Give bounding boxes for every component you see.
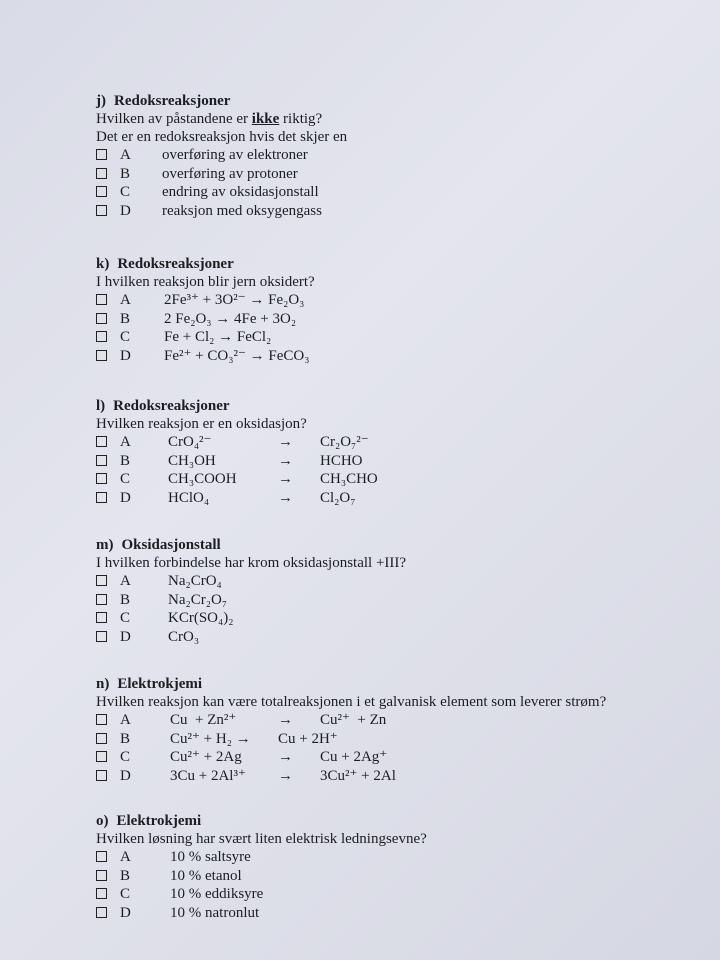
question-title: n) Elektrokjemi (96, 676, 203, 692)
checkbox[interactable] (96, 294, 107, 305)
checkbox[interactable] (96, 594, 107, 605)
arrow: → (278, 452, 293, 469)
arrow: → (278, 767, 293, 784)
arrow: → (278, 749, 293, 765)
checkbox[interactable] (96, 492, 107, 503)
option-a[interactable]: A 2Fe³⁺ + 3O²⁻ → Fe₂O₃ (96, 291, 315, 310)
option-d[interactable]: D 10 % natronlut (96, 904, 427, 923)
checkbox[interactable] (96, 149, 107, 160)
checkbox[interactable] (96, 770, 107, 781)
option-d[interactable]: D HClO₄ → Cl₂O₇ (96, 489, 307, 508)
emphasis-ikke: ikke (251, 111, 280, 127)
checkbox[interactable] (96, 575, 107, 586)
option-b[interactable]: B Na₂Cr₂O₇ (96, 591, 406, 610)
question-prompt: Hvilken løsning har svært liten elektrisk ledningsevne? (96, 831, 427, 847)
option-a[interactable]: A Na₂CrO₄ (96, 572, 406, 591)
option-c[interactable]: C Fe + Cl₂ → FeCl₂ (96, 328, 315, 347)
checkbox[interactable] (96, 313, 107, 324)
checkbox[interactable] (96, 888, 107, 899)
question-title: l) Redoksreaksjoner (96, 398, 230, 414)
checkbox[interactable] (96, 612, 107, 623)
question-title: j) Redoksreaksjoner (96, 93, 231, 109)
question-k (96, 255, 315, 365)
question-title: o) Elektrokjemi (96, 813, 202, 829)
question-m (96, 536, 406, 646)
option-d[interactable]: D 3Cu + 2Al³⁺ → 3Cu²⁺ + 2Al (96, 767, 606, 786)
checkbox[interactable] (96, 870, 107, 881)
checkbox[interactable] (96, 436, 107, 447)
option-d[interactable]: D reaksjon med oksygengass (96, 202, 347, 221)
question-prompt: Hvilken reaksjon er en oksidasjon? (96, 416, 307, 432)
checkbox[interactable] (96, 733, 107, 744)
option-c[interactable]: C 10 % eddiksyre (96, 885, 427, 904)
question-prompt: I hvilken reaksjon blir jern oksidert? (96, 274, 315, 290)
option-d[interactable]: D CrO₃ (96, 628, 406, 647)
checkbox[interactable] (96, 473, 107, 484)
checkbox[interactable] (96, 714, 107, 725)
arrow: → (278, 471, 293, 487)
option-a[interactable]: A Cu + Zn²⁺ → Cu²⁺ + Zn (96, 711, 606, 730)
option-b[interactable]: B CH₃OH → HCHO (96, 452, 307, 471)
option-b[interactable]: B overføring av protoner (96, 165, 347, 184)
checkbox[interactable] (96, 631, 107, 642)
checkbox[interactable] (96, 168, 107, 179)
option-b[interactable]: B 10 % etanol (96, 867, 427, 886)
checkbox[interactable] (96, 350, 107, 361)
option-c[interactable]: C CH₃COOH → CH₃CHO (96, 470, 307, 489)
question-o (96, 812, 427, 922)
checkbox[interactable] (96, 331, 107, 342)
checkbox[interactable] (96, 186, 107, 197)
checkbox[interactable] (96, 851, 107, 862)
checkbox[interactable] (96, 455, 107, 466)
question-prompt-2: Det er en redoksreaksjon hvis det skjer en (96, 129, 348, 145)
arrow: → (278, 712, 293, 728)
question-prompt: Hvilken av påstandene er ikke riktig? (96, 111, 323, 127)
question-j (96, 92, 347, 220)
option-a[interactable]: A CrO₄²⁻ → Cr₂O₇²⁻ (96, 433, 307, 452)
arrow: → (278, 434, 293, 450)
question-n (96, 675, 606, 785)
option-c[interactable]: C Cu²⁺ + 2Ag → Cu + 2Ag⁺ (96, 748, 606, 767)
question-prompt: I hvilken forbindelse har krom oksidasjonstall +III? (96, 555, 407, 571)
question-prompt: Hvilken reaksjon kan være totalreaksjonen i et galvanisk element som leverer strøm? (96, 694, 607, 710)
option-b[interactable]: B Cu²⁺ + H₂ → Cu + 2H⁺ (96, 730, 606, 749)
option-a[interactable]: A overføring av elektroner (96, 146, 347, 165)
question-l (96, 397, 378, 507)
checkbox[interactable] (96, 205, 107, 216)
checkbox[interactable] (96, 907, 107, 918)
option-c[interactable]: C endring av oksidasjonstall (96, 183, 347, 202)
checkbox[interactable] (96, 751, 107, 762)
question-title: m) Oksidasjonstall (96, 537, 221, 553)
option-c[interactable]: C KCr(SO₄)₂ (96, 609, 406, 628)
option-b[interactable]: B 2 Fe₂O₃ → 4Fe + 3O₂ (96, 310, 315, 329)
question-title: k) Redoksreaksjoner (96, 256, 234, 272)
option-d[interactable]: D Fe²⁺ + CO₃²⁻ → FeCO₃ (96, 347, 315, 366)
arrow: → (278, 489, 293, 506)
option-a[interactable]: A 10 % saltsyre (96, 848, 427, 867)
